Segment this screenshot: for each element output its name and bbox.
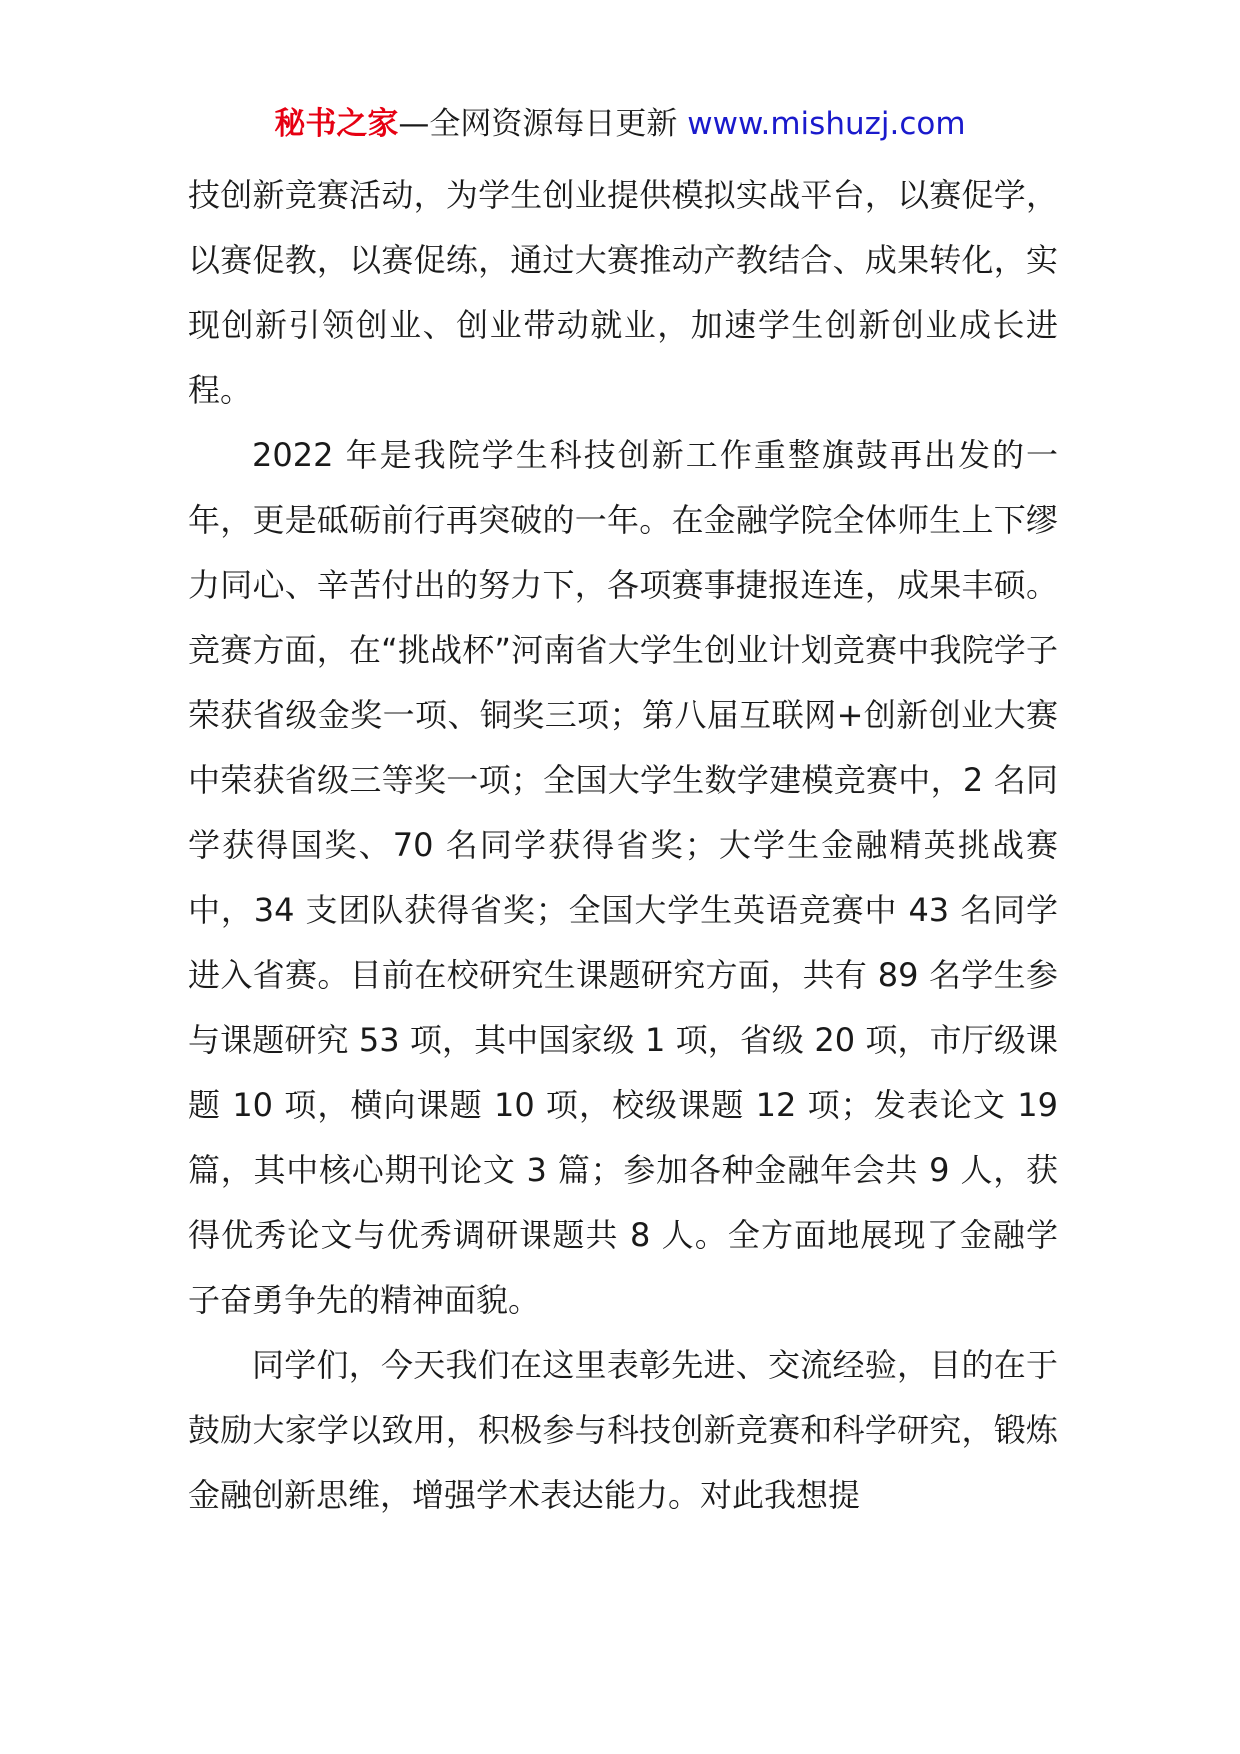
paragraph-achievements: 2022 年是我院学生科技创新工作重整旗鼓再出发的一年，更是砥砺前行再突破的一年。在金融学院全体师生上下缪力同心、辛苦付出的努力下，各项赛事捷报连连，成果丰硕。竞赛方面，在“挑战杯”河南省大学生创业计划竞赛中我院学子荣获省级金奖一项、铜奖三项；第八届互联网+创新创业大赛中荣获省级三等奖一项；全国大学生数学建模竞赛中，2 名同学获得国奖、70 名同学获得省奖；大学生金融精英挑战赛中，34 支团队获得省奖；全国大学生英语竞赛中 43 名同学进入省赛。目前在校研究生课题研究方面，共有 89 名学生参与课题研究 53 项，其中国家级 1 项，省级 20 项，市厅级课题 10 项，横向课题 10 项，校级课题 12 项；发表论文 19 篇，其中核心期刊论文 3 篇；参加各种金融年会共 9 人，获得优秀论文与优秀调研课题共 8 人。全方面地展现了金融学子奋勇争先的精神面貌。	[188, 436, 1058, 1319]
page-header	[0, 104, 1240, 144]
brand-name: 秘书之家	[274, 106, 399, 142]
paragraph-continuation: 技创新竞赛活动，为学生创业提供模拟实战平台，以赛促学，以赛促教，以赛促练，通过大赛推动产教结合、成果转化，实现创新引领创业、创业带动就业，加速学生创新创业成长进程。	[188, 176, 1058, 409]
header-tagline: —全网资源每日更新	[398, 106, 688, 142]
site-url-link[interactable]: www.mishuzj.com	[687, 106, 966, 142]
paragraph-address: 同学们，今天我们在这里表彰先进、交流经验，目的在于鼓励大家学以致用，积极参与科技创新竞赛和科学研究，锻炼金融创新思维，增强学术表达能力。对此我想提	[188, 1346, 1058, 1514]
document-body	[188, 163, 1058, 1528]
